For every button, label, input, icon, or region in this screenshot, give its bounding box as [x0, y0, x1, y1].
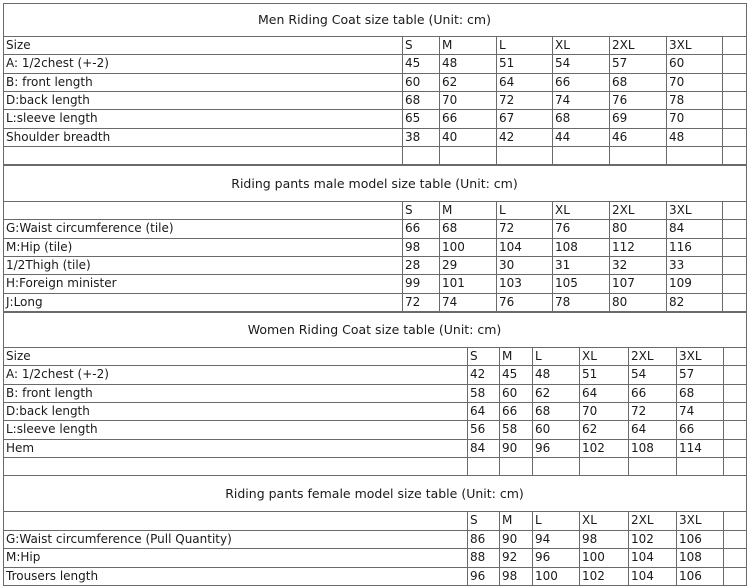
table-cell: 90 [502, 441, 518, 455]
table-cell: 58 [502, 422, 518, 436]
table-cell: M [502, 513, 513, 527]
table-cell: L [535, 513, 542, 527]
table-cell: 82 [669, 295, 685, 309]
table-cell: 60 [535, 422, 551, 436]
row-divider [3, 36, 747, 37]
row-divider [3, 420, 747, 421]
table-cell: L [535, 349, 542, 363]
table-cell: S [405, 38, 413, 52]
table-cell: 33 [669, 258, 685, 272]
row-divider [3, 530, 747, 531]
table-cell: 66 [405, 221, 421, 235]
row-divider [3, 274, 747, 275]
table-cell: 51 [499, 56, 515, 70]
table-cell: 60 [502, 386, 518, 400]
row-label: Shoulder breadth [6, 130, 111, 144]
table-cell: 86 [470, 532, 486, 546]
row-label: D:back length [6, 404, 90, 418]
table-cell: XL [555, 203, 570, 217]
table-cell: 69 [612, 111, 628, 125]
table-cell: 65 [405, 111, 421, 125]
row-divider [3, 567, 747, 568]
table-cell: S [470, 349, 478, 363]
table-border [746, 475, 747, 511]
table-border [746, 3, 747, 36]
table-cell: 57 [612, 56, 628, 70]
section-border [3, 165, 747, 166]
table-cell: M [442, 38, 453, 52]
table-cell: 3XL [669, 38, 692, 52]
table-cell: 62 [442, 75, 458, 89]
table-cell: 54 [555, 56, 571, 70]
table-cell: 57 [679, 367, 695, 381]
row-label: Trousers length [6, 569, 99, 583]
table-cell: 64 [470, 404, 486, 418]
row-label: J:Long [6, 295, 43, 309]
table-cell: 68 [679, 386, 695, 400]
table-cell: 108 [555, 240, 578, 254]
section-title: Men Riding Coat size table (Unit: cm) [258, 12, 491, 27]
column-divider [746, 36, 747, 164]
table-cell: 46 [612, 130, 628, 144]
table-cell: 2XL [631, 513, 654, 527]
table-cell: 103 [499, 276, 522, 290]
table-cell: 66 [555, 75, 571, 89]
row-divider [3, 365, 747, 366]
table-cell: 80 [612, 295, 628, 309]
row-divider [3, 293, 747, 294]
table-cell: 106 [679, 532, 702, 546]
table-cell: 42 [470, 367, 486, 381]
table-cell: L [499, 38, 506, 52]
table-cell: 100 [535, 569, 558, 583]
row-label: L:sleeve length [6, 422, 98, 436]
table-cell: 80 [612, 221, 628, 235]
row-divider [3, 91, 747, 92]
row-divider [3, 146, 747, 147]
table-cell: 68 [405, 93, 421, 107]
table-cell: 70 [442, 93, 458, 107]
row-divider [3, 402, 747, 403]
table-cell: 45 [502, 367, 518, 381]
table-cell: 104 [499, 240, 522, 254]
table-cell: 60 [669, 56, 685, 70]
table-cell: 90 [502, 532, 518, 546]
table-cell: 60 [405, 75, 421, 89]
table-cell: 64 [499, 75, 515, 89]
row-label: 1/2Thigh (tile) [6, 258, 91, 272]
row-label: M:Hip [6, 550, 41, 564]
table-cell: 42 [499, 130, 515, 144]
table-cell: 68 [612, 75, 628, 89]
table-cell: 45 [405, 56, 421, 70]
table-cell: 51 [582, 367, 598, 381]
table-cell: 64 [582, 386, 598, 400]
table-cell: 48 [442, 56, 458, 70]
table-cell: 106 [679, 569, 702, 583]
table-cell: 104 [631, 569, 654, 583]
table-cell: 84 [470, 441, 486, 455]
table-cell: 67 [499, 111, 515, 125]
row-label: D:back length [6, 93, 90, 107]
section-border [3, 3, 747, 4]
table-cell: 28 [405, 258, 421, 272]
table-cell: 72 [631, 404, 647, 418]
table-cell: 102 [582, 569, 605, 583]
column-divider [746, 347, 747, 475]
row-divider [3, 219, 747, 220]
section-border [3, 312, 747, 313]
table-cell: 101 [442, 276, 465, 290]
table-cell: 96 [535, 550, 551, 564]
table-cell: 2XL [612, 38, 635, 52]
table-cell: 116 [669, 240, 692, 254]
row-divider [3, 511, 747, 512]
table-cell: 98 [582, 532, 598, 546]
table-cell: 105 [555, 276, 578, 290]
table-cell: S [405, 203, 413, 217]
table-cell: 78 [555, 295, 571, 309]
table-cell: XL [555, 38, 570, 52]
table-cell: 94 [535, 532, 551, 546]
row-label: A: 1/2chest (+-2) [6, 56, 109, 70]
table-cell: 112 [612, 240, 635, 254]
row-divider [3, 457, 747, 458]
table-cell: L [499, 203, 506, 217]
section-title: Riding pants male model size table (Unit: cm) [231, 175, 518, 191]
table-cell: 99 [405, 276, 421, 290]
table-cell: 76 [612, 93, 628, 107]
table-cell: M [442, 203, 453, 217]
table-cell: 68 [535, 404, 551, 418]
row-label: G:Waist circumference (tile) [6, 221, 174, 235]
table-border [3, 312, 4, 347]
column-divider [746, 201, 747, 311]
table-cell: 102 [631, 532, 654, 546]
table-cell: 76 [555, 221, 571, 235]
section-title: Riding pants female model size table (Unit: cm) [225, 485, 524, 501]
table-cell: 107 [612, 276, 635, 290]
row-label: L:sleeve length [6, 111, 98, 125]
table-cell: 30 [499, 258, 515, 272]
table-cell: 72 [405, 295, 421, 309]
table-border [3, 475, 4, 511]
table-cell: 72 [499, 93, 515, 107]
table-cell: 66 [442, 111, 458, 125]
table-cell: 100 [582, 550, 605, 564]
section-border [3, 475, 747, 476]
table-cell: 96 [535, 441, 551, 455]
table-cell: 31 [555, 258, 571, 272]
table-cell: 62 [582, 422, 598, 436]
table-cell: 76 [499, 295, 515, 309]
row-divider [3, 439, 747, 440]
table-border [746, 312, 747, 347]
table-cell: 114 [679, 441, 702, 455]
table-cell: 3XL [669, 203, 692, 217]
table-cell: XL [582, 513, 597, 527]
row-divider [3, 128, 747, 129]
row-label: M:Hip (tile) [6, 240, 73, 254]
table-cell: XL [582, 349, 597, 363]
table-cell: 40 [442, 130, 458, 144]
table-cell: M [502, 349, 513, 363]
table-cell: 2XL [631, 349, 654, 363]
row-divider [3, 384, 747, 385]
row-divider [3, 256, 747, 257]
table-cell: 108 [679, 550, 702, 564]
table-cell: 48 [669, 130, 685, 144]
table-cell: 3XL [679, 513, 702, 527]
table-cell: 32 [612, 258, 628, 272]
table-cell: 62 [535, 386, 551, 400]
table-cell: 70 [669, 111, 685, 125]
row-divider [3, 201, 747, 202]
table-cell: 100 [442, 240, 465, 254]
table-cell: 48 [535, 367, 551, 381]
table-cell: 66 [502, 404, 518, 418]
row-label: H:Foreign minister [6, 276, 117, 290]
table-cell: 58 [470, 386, 486, 400]
table-cell: 102 [582, 441, 605, 455]
row-label: B: front length [6, 386, 93, 400]
row-label: G:Waist circumference (Pull Quantity) [6, 532, 232, 546]
row-label: Size [6, 349, 31, 363]
table-cell: 98 [405, 240, 421, 254]
table-cell: 98 [502, 569, 518, 583]
table-cell: 109 [669, 276, 692, 290]
table-cell: 104 [631, 550, 654, 564]
row-label: B: front length [6, 75, 93, 89]
table-cell: 78 [669, 93, 685, 107]
table-cell: 70 [669, 75, 685, 89]
row-divider [3, 347, 747, 348]
table-cell: 72 [499, 221, 515, 235]
table-cell: 66 [631, 386, 647, 400]
table-cell: 29 [442, 258, 458, 272]
table-cell: 66 [679, 422, 695, 436]
row-divider [3, 109, 747, 110]
row-divider [3, 73, 747, 74]
table-cell: 74 [442, 295, 458, 309]
table-cell: 44 [555, 130, 571, 144]
table-border [3, 165, 4, 201]
row-label: A: 1/2chest (+-2) [6, 367, 109, 381]
table-cell: S [470, 513, 478, 527]
table-cell: 68 [442, 221, 458, 235]
row-label: Hem [6, 441, 35, 455]
table-cell: 68 [555, 111, 571, 125]
table-cell: 64 [631, 422, 647, 436]
row-divider [3, 548, 747, 549]
table-border [3, 3, 4, 36]
table-cell: 108 [631, 441, 654, 455]
row-divider [3, 238, 747, 239]
table-cell: 2XL [612, 203, 635, 217]
section-title: Women Riding Coat size table (Unit: cm) [247, 322, 502, 337]
table-cell: 3XL [679, 349, 702, 363]
table-border [746, 165, 747, 201]
column-divider [746, 511, 747, 585]
table-cell: 70 [582, 404, 598, 418]
table-cell: 88 [470, 550, 486, 564]
table-cell: 96 [470, 569, 486, 583]
table-cell: 92 [502, 550, 518, 564]
table-cell: 54 [631, 367, 647, 381]
row-divider [3, 585, 747, 586]
row-divider [3, 54, 747, 55]
table-cell: 56 [470, 422, 486, 436]
row-label: Size [6, 38, 31, 52]
table-cell: 74 [679, 404, 695, 418]
table-cell: 74 [555, 93, 571, 107]
table-cell: 38 [405, 130, 421, 144]
table-cell: 84 [669, 221, 685, 235]
